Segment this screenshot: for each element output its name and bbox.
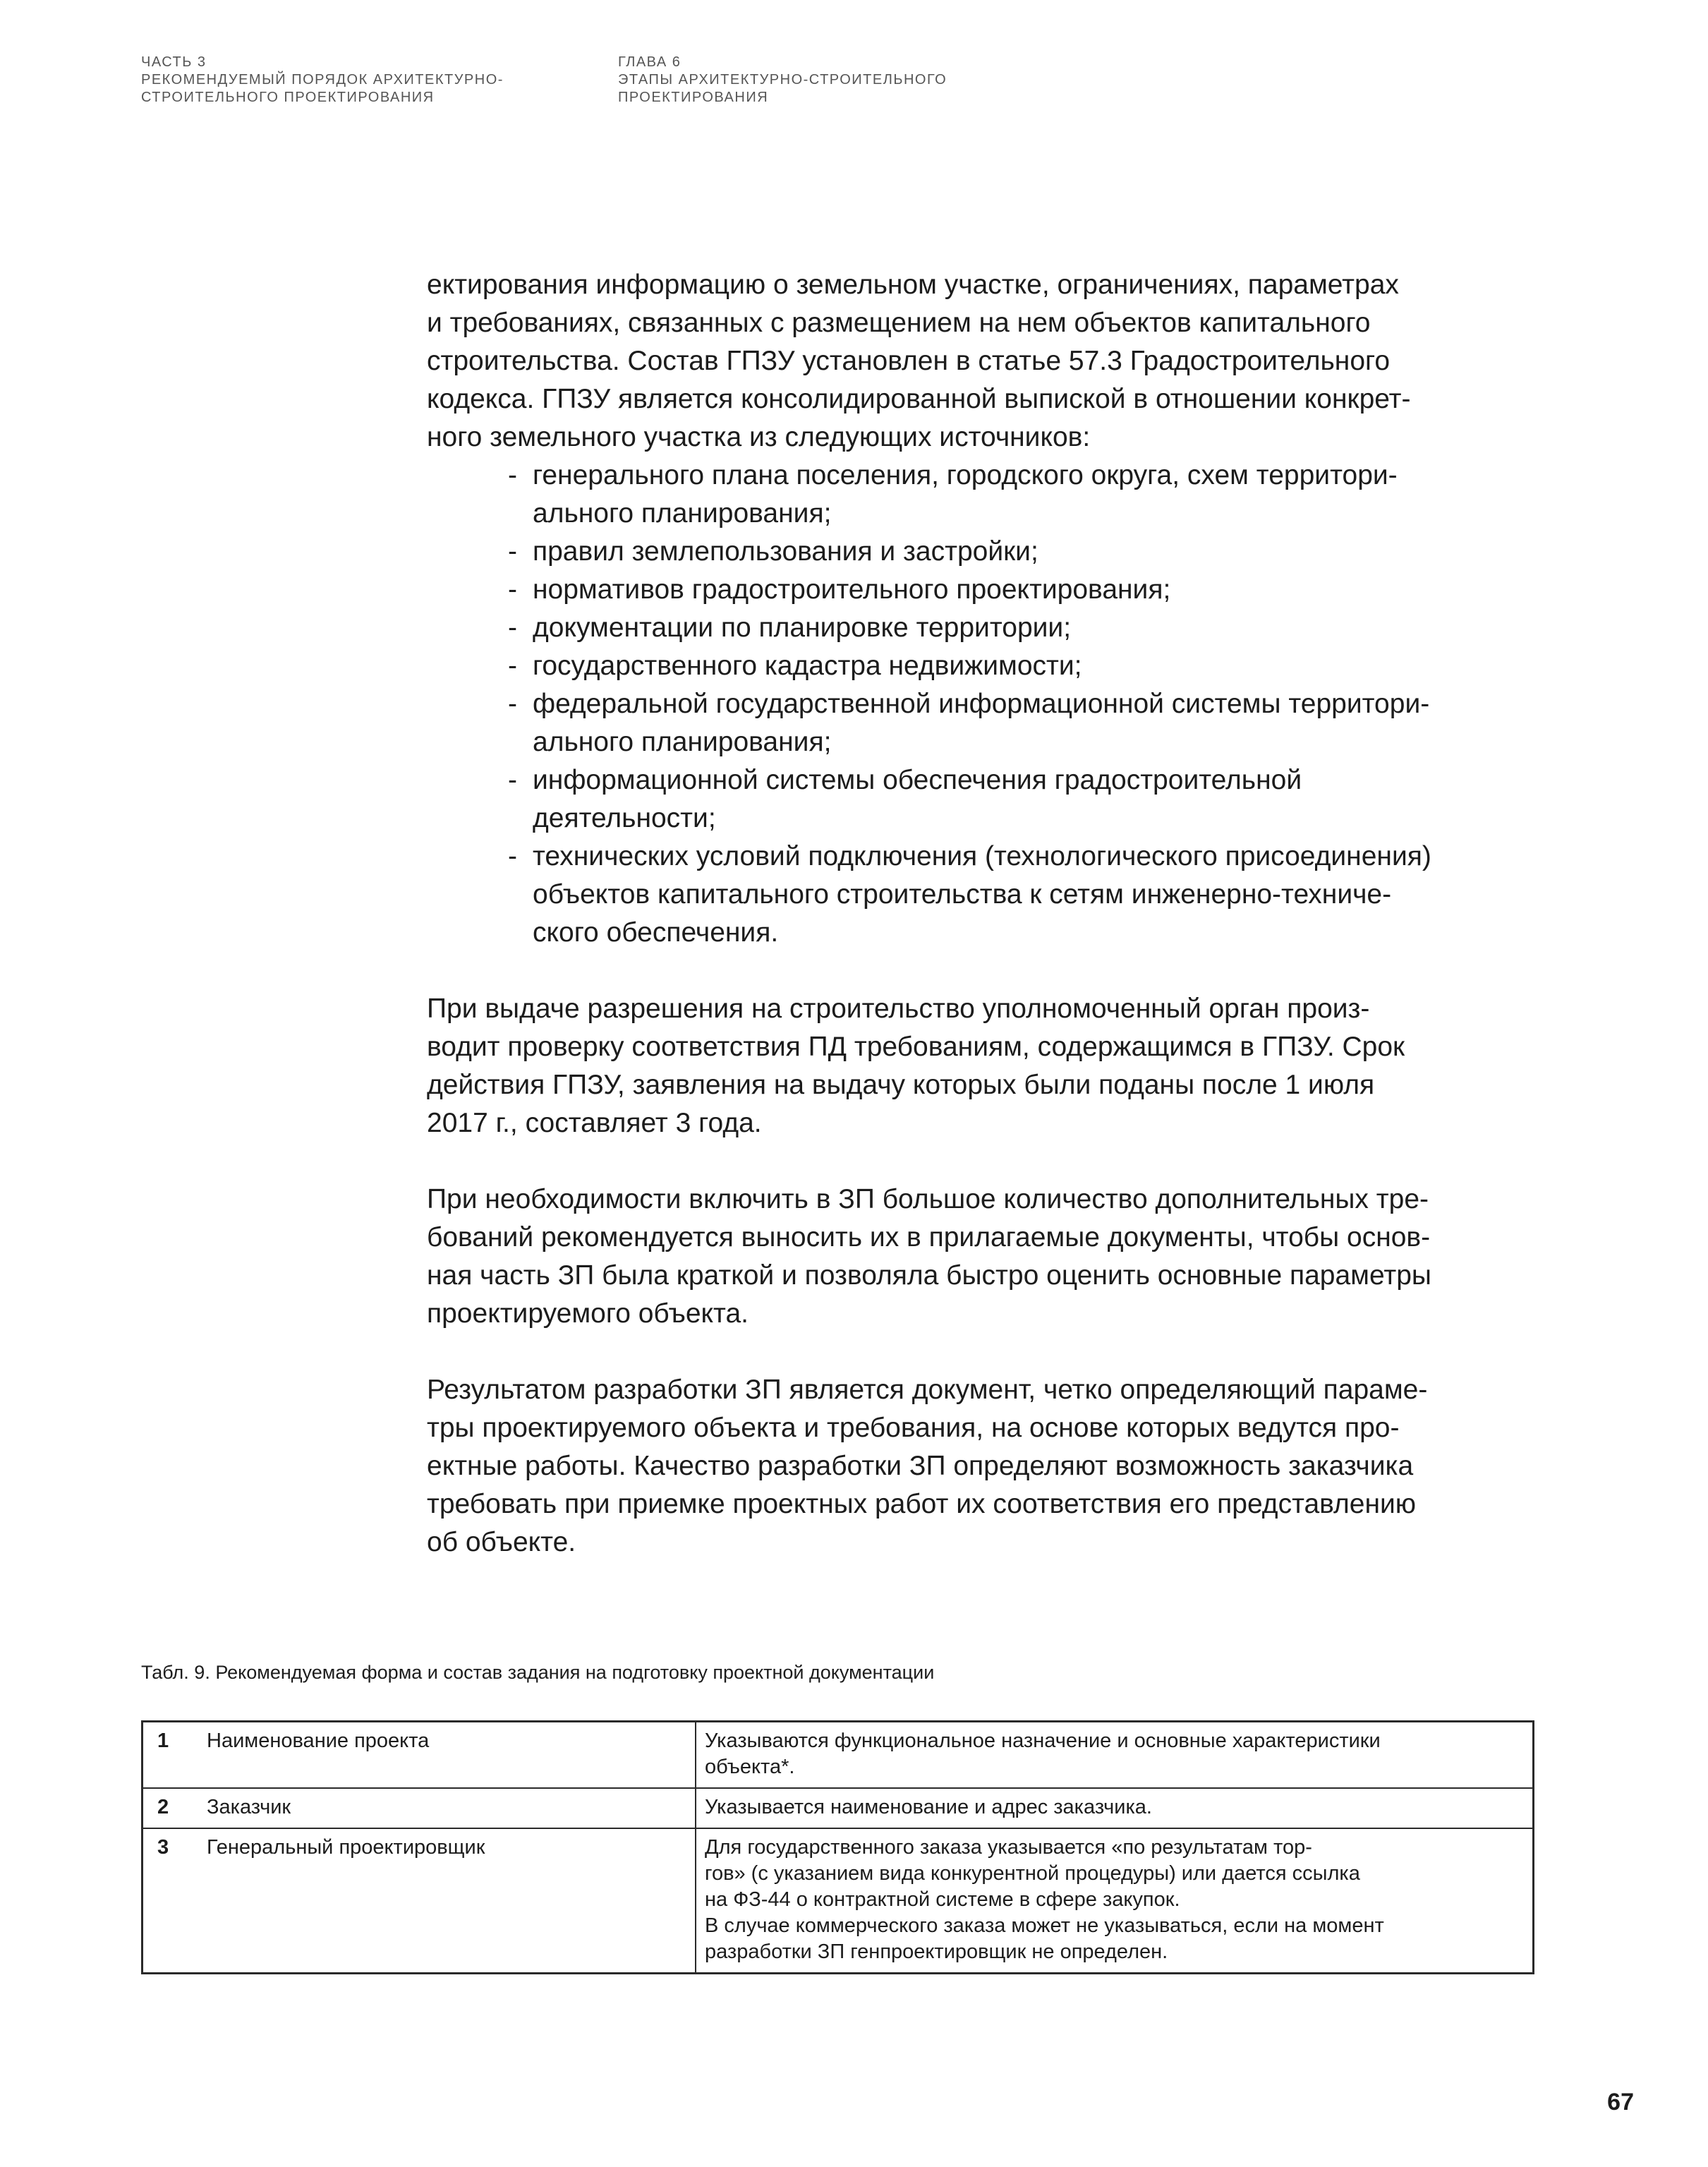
list-item — [427, 571, 1542, 609]
header-part: ЧАСТЬ 3 — [141, 54, 207, 70]
header-chapter: ГЛАВА 6 — [618, 54, 682, 70]
description-line: В случае коммерческого заказа может не указываться, если на момент — [705, 1914, 1384, 1937]
row-description — [696, 1722, 1534, 1789]
list-item-line: технических условий подключения (технологического присоединения) — [533, 841, 1431, 871]
list-item-line: федеральной государственной информационной системы территори- — [533, 689, 1430, 719]
text-line: требовать при приемке проектных работ их соответствия его представлению — [427, 1489, 1417, 1519]
sources-list — [427, 457, 1542, 952]
list-item — [427, 761, 1542, 838]
list-item — [427, 457, 1542, 533]
list-item — [427, 838, 1542, 952]
list-item-line: информационной системы обеспечения градостроительной — [533, 765, 1302, 795]
text-line: Результатом разработки ЗП является документ, четко определяющий параме- — [427, 1375, 1428, 1405]
bullet-dash: - — [508, 536, 517, 567]
row-number: 1 — [143, 1722, 205, 1789]
header-part-title-line-2: СТРОИТЕЛЬНОГО ПРОЕКТИРОВАНИЯ — [141, 90, 435, 105]
table-row — [143, 1788, 1534, 1828]
page-number: 67 — [1607, 2089, 1634, 2115]
running-header-right — [618, 54, 947, 107]
list-item — [427, 533, 1542, 571]
bullet-dash: - — [508, 574, 517, 605]
description-line: гов» (с указанием вида конкурентной процедуры) или дается ссылка — [705, 1862, 1360, 1885]
description-line: объекта*. — [705, 1756, 795, 1778]
list-item-line: ального планирования; — [533, 727, 832, 757]
running-header-left — [141, 54, 504, 107]
bullet-dash: - — [508, 765, 517, 795]
row-name: Заказчик — [204, 1788, 696, 1828]
text-line: кодекса. ГПЗУ является консолидированной выпиской в отношении конкрет- — [427, 384, 1411, 414]
text-line: 2017 г., составляет 3 года. — [427, 1108, 762, 1138]
bullet-dash: - — [508, 841, 517, 871]
text-line: ектирования информацию о земельном участке, ограничениях, параметрах — [427, 270, 1399, 300]
text-line: ная часть ЗП была краткой и позволяла быстро оценить основные параметры — [427, 1260, 1431, 1291]
row-number: 3 — [143, 1828, 205, 1974]
text-line: ного земельного участка из следующих источников: — [427, 422, 1091, 452]
text-line: водит проверку соответствия ПД требованиям, содержащимся в ГПЗУ. Срок — [427, 1032, 1405, 1062]
bullet-dash: - — [508, 689, 517, 719]
list-item-line: генерального плана поселения, городского округа, схем территори- — [533, 460, 1398, 490]
table-row — [143, 1828, 1534, 1974]
description-line: на ФЗ-44 о контрактной системе в сфере закупок. — [705, 1888, 1180, 1911]
list-item — [427, 685, 1542, 761]
header-part-title-line-1: РЕКОМЕНДУЕМЫЙ ПОРЯДОК АРХИТЕКТУРНО- — [141, 72, 504, 87]
bullet-dash: - — [508, 460, 517, 490]
paragraph-permit — [427, 990, 1542, 1142]
description-line: Указывается наименование и адрес заказчика. — [705, 1796, 1152, 1818]
list-item-line: объектов капитального строительства к сетям инженерно-техниче- — [533, 879, 1392, 910]
paragraph-requirements — [427, 1181, 1542, 1333]
row-description — [696, 1788, 1534, 1828]
text-line: об объекте. — [427, 1527, 576, 1557]
text-line: При необходимости включить в ЗП большое количество дополнительных тре- — [427, 1184, 1429, 1214]
intro-paragraph — [427, 266, 1542, 457]
row-description — [696, 1828, 1534, 1974]
bullet-dash: - — [508, 612, 517, 643]
row-name: Наименование проекта — [204, 1722, 696, 1789]
list-item-line: деятельности; — [533, 803, 716, 833]
description-line: Указываются функциональное назначение и основные характеристики — [705, 1730, 1381, 1752]
header-chapter-title-line-1: ЭТАПЫ АРХИТЕКТУРНО-СТРОИТЕЛЬНОГО — [618, 72, 947, 87]
list-item-line: ского обеспечения. — [533, 917, 779, 948]
bullet-dash: - — [508, 651, 517, 681]
table-caption: Табл. 9. Рекомендуемая форма и состав задания на подготовку проектной документации — [141, 1662, 935, 1683]
text-line: бований рекомендуется выносить их в прилагаемые документы, чтобы основ- — [427, 1222, 1431, 1252]
specification-table — [141, 1720, 1534, 1974]
main-text — [427, 266, 1542, 1562]
text-line: При выдаче разрешения на строительство уполномоченный орган произ- — [427, 994, 1370, 1024]
header-chapter-title-line-2: ПРОЕКТИРОВАНИЯ — [618, 90, 769, 105]
list-item-line: государственного кадастра недвижимости; — [533, 651, 1082, 681]
text-line: действия ГПЗУ, заявления на выдачу которых были поданы после 1 июля — [427, 1070, 1375, 1100]
paragraph-result — [427, 1371, 1542, 1562]
text-line: ектные работы. Качество разработки ЗП определяют возможность заказчика — [427, 1451, 1414, 1481]
text-line: и требованиях, связанных с размещением на нем объектов капитального — [427, 308, 1371, 338]
list-item — [427, 609, 1542, 647]
list-item-line: документации по планировке территории; — [533, 612, 1072, 643]
list-item-line: нормативов градостроительного проектирования; — [533, 574, 1171, 605]
list-item — [427, 647, 1542, 685]
list-item-line: правил землепользования и застройки; — [533, 536, 1038, 567]
text-line: проектируемого объекта. — [427, 1298, 749, 1329]
text-line: тры проектируемого объекта и требования, на основе которых ведутся про- — [427, 1413, 1400, 1443]
text-line: строительства. Состав ГПЗУ установлен в статье 57.3 Градостроительного — [427, 346, 1391, 376]
description-line: Для государственного заказа указывается «по результатам тор- — [705, 1836, 1312, 1859]
row-name: Генеральный проектировщик — [204, 1828, 696, 1974]
description-line: разработки ЗП генпроектировщик не определен. — [705, 1940, 1168, 1963]
list-item-line: ального планирования; — [533, 498, 832, 529]
row-number: 2 — [143, 1788, 205, 1828]
table-row — [143, 1722, 1534, 1789]
